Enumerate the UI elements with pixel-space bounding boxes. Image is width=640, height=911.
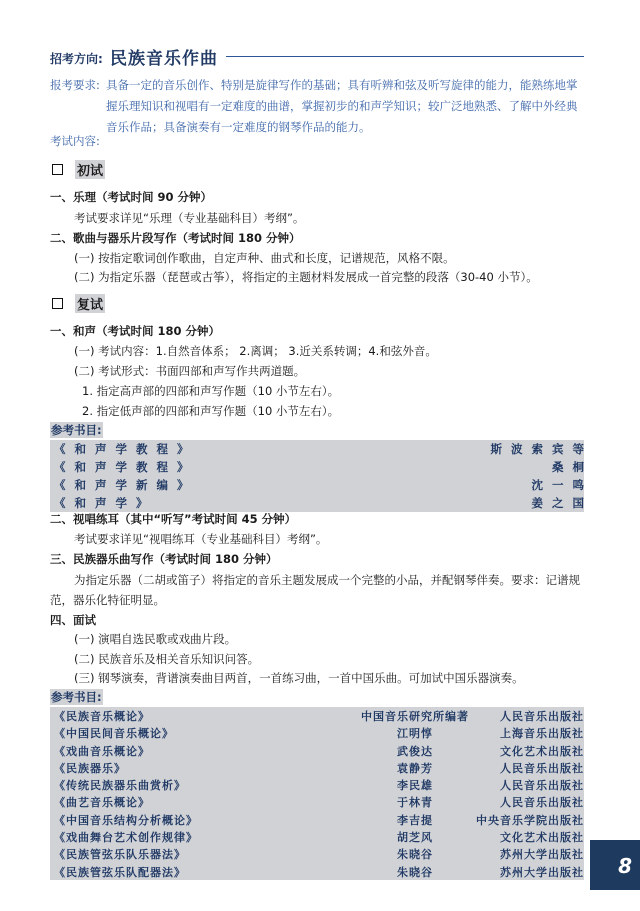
book-title: 《中国音乐结构分析概论》 [54,813,198,827]
book-publisher: 中央音乐学院出版社 [476,813,584,827]
requirements-label: 报考要求: [50,78,100,92]
direction-title: 民族音乐作曲 [110,49,218,69]
book-author: 朱晓谷 [397,848,433,862]
section-line: (一) 演唱自选民歌或戏曲片段。 [74,632,237,646]
book-author: 沈一鸣 [531,478,593,492]
book-publisher: 上海音乐出版社 [500,727,584,741]
book-title: 《和声学》 [54,496,157,510]
book-title: 《和声学教程》 [54,442,198,456]
book-row [50,828,584,845]
requirements-line: 具备一定的音乐创作、特别是旋律写作的基础；具有听辨和弦及听写旋律的能力，能熟练地掌 [106,78,578,92]
book-publisher: 文化艺术出版社 [500,831,584,845]
requirements-text [106,75,590,138]
book-title: 《民族管弦乐队配器法》 [54,865,186,879]
book-publisher: 苏州大学出版社 [500,865,584,879]
book-author: 胡芝风 [397,831,433,845]
section-line: 考试要求详见“视唱练耳（专业基础科目）考纲”。 [74,532,328,546]
checkbox-icon [52,298,63,309]
book-row [50,458,593,476]
book-author: 李民雄 [397,779,433,793]
book-publisher: 人民音乐出版社 [500,796,584,810]
section-line: 范，器乐化特征明显。 [50,593,165,607]
book-row [50,742,584,759]
book-author: 江明惇 [397,727,433,741]
book-title: 《曲艺音乐概论》 [54,796,150,810]
header-rule [226,56,584,57]
book-title: 《民族器乐》 [54,761,126,775]
section-title: 四、面试 [50,613,96,627]
book-row [50,793,584,810]
retest-heading: 复试 [52,294,105,313]
book-author: 斯波索宾等 [490,442,593,456]
book-title: 《戏曲音乐概论》 [54,744,150,758]
section-title: 一、乐理（考试时间 90 分钟） [50,190,213,204]
book-row [50,724,584,741]
book-row [50,845,584,862]
book-publisher: 人民音乐出版社 [500,761,584,775]
book-row [50,776,584,793]
book-title: 《传统民族器乐曲赏析》 [54,779,186,793]
book-author: 于林青 [397,796,433,810]
section-line: (三) 钢琴演奏，背谱演奏曲目两首，一首练习曲，一首中国乐曲。可加试中国乐器演奏。 [74,671,524,685]
section-line: (二) 民族音乐及相关音乐知识问答。 [74,652,260,666]
section-title: 二、视唱练耳（其中“听写”考试时间 45 分钟） [50,512,297,526]
book-title: 《和声学教程》 [54,460,198,474]
section-subline: 1. 指定高声部的四部和声写作题（10 小节左右）。 [82,384,340,398]
reference-list-interview [50,707,584,880]
book-author: 中国音乐研究所编著 [361,710,469,723]
book-row [50,863,584,880]
book-publisher: 人民音乐出版社 [500,710,584,723]
section-title: 三、民族器乐曲写作（考试时间 180 分钟） [50,552,278,566]
book-row [50,440,593,458]
reference-label: 参考书目: [51,690,102,704]
book-title: 《戏曲舞台艺术创作规律》 [54,831,198,845]
section-line: (二) 为指定乐器（琵琶或古筝），将指定的主题材料发展成一首完整的段落（30-40 小节）。 [74,270,538,284]
requirements-line: 握乐理知识和视唱有一定难度的曲谱，掌握初步的和声学知识；较广泛地熟悉、了解中外经典 [106,99,578,113]
section-line: (一) 考试内容：1.自然音体系； 2.离调； 3.近关系转调；4.和弦外音。 [74,344,437,358]
book-author: 李吉提 [397,813,433,827]
section-line: (一) 按指定歌词创作歌曲，自定声种、曲式和长度，记谱规范，风格不限。 [74,251,455,265]
reference-label: 参考书目: [51,423,102,437]
book-title: 《和声学新编》 [54,478,198,492]
section-line: 考试要求详见“乐理（专业基础科目）考纲”。 [74,211,305,225]
preliminary-heading: 初试 [52,160,105,179]
book-publisher: 苏州大学出版社 [500,848,584,862]
book-publisher: 文化艺术出版社 [500,744,584,758]
page-number-box [590,840,640,890]
book-row [50,811,584,828]
book-row [50,707,584,724]
section-title: 一、和声（考试时间 180 分钟） [50,324,221,338]
book-publisher: 人民音乐出版社 [500,779,584,793]
book-row [50,759,584,776]
page-number: 8 [618,854,632,878]
book-author: 桑桐 [552,460,593,474]
content-label: 考试内容: [50,134,100,148]
page-header [50,44,584,70]
requirements-block [50,75,590,138]
reference-list-harmony [50,440,593,512]
book-author: 袁静芳 [397,761,433,775]
book-author: 武俊达 [397,744,433,758]
book-author: 朱晓谷 [397,865,433,879]
book-title: 《民族管弦乐队乐器法》 [54,848,186,862]
book-author: 姜之国 [531,496,593,510]
book-title: 《民族音乐概论》 [54,710,150,723]
section-line: 为指定乐器（二胡或笛子）将指定的音乐主题发展成一个完整的小品，并配钢琴伴奏。要求：记谱规 [74,573,580,587]
section-line: (二) 考试形式：书面四部和声写作共两道题。 [74,364,306,378]
book-row [50,494,593,512]
book-title: 《中国民间音乐概论》 [54,727,174,741]
section-title: 二、歌曲与器乐片段写作（考试时间 180 分钟） [50,231,301,245]
section-subline: 2. 指定低声部的四部和声写作题（10 小节左右）。 [82,404,340,418]
direction-label: 招考方向: [50,52,103,66]
checkbox-icon [52,164,63,175]
book-row [50,476,593,494]
requirements-line: 音乐作品；具备演奏有一定难度的钢琴作品的能力。 [106,120,371,134]
